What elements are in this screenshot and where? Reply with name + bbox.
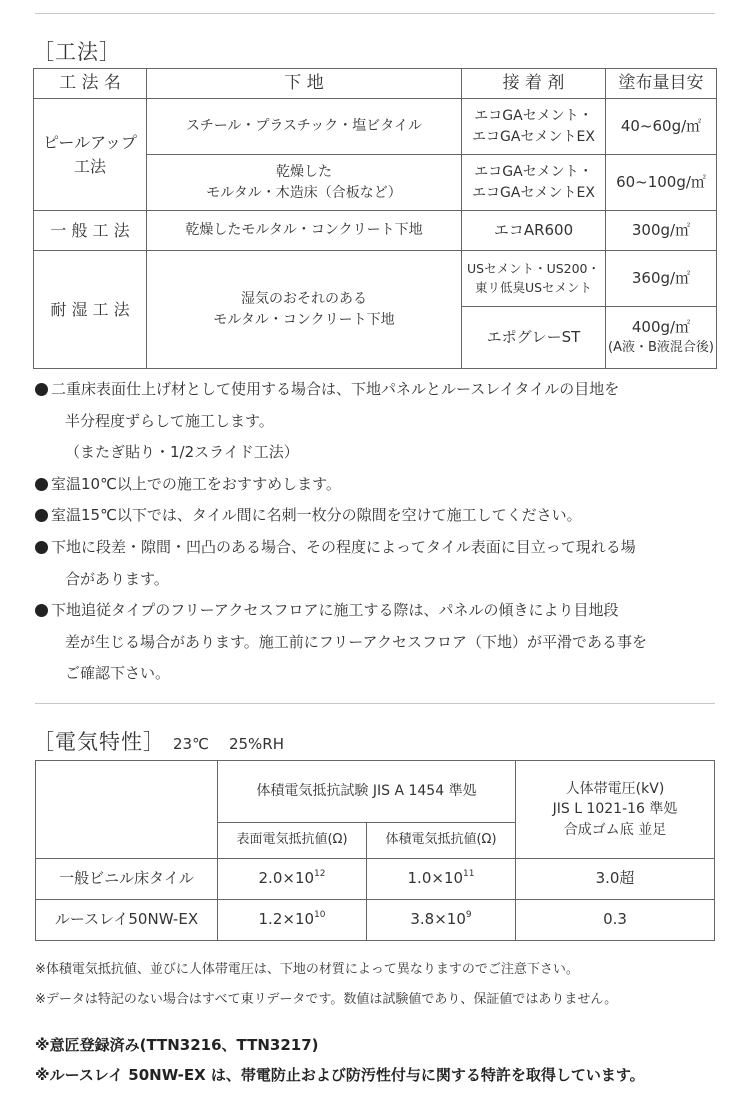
note-text-continued: 半分程度ずらして施工します。 — [65, 411, 274, 430]
bullet-icon — [35, 383, 48, 396]
volume-test-header: 体積電気抵抗試験 JIS A 1454 準処 — [218, 761, 516, 823]
bullet-icon — [35, 604, 48, 617]
peelup-base-1: スチール・プラスチック・塩ビタイル — [147, 99, 462, 155]
header-method: 工 法 名 — [34, 69, 147, 99]
moisture-adhesive-2: エポグレーST — [462, 307, 606, 369]
body-voltage-line: JIS L 1021-16 準処 — [552, 801, 678, 818]
base-line: モルタル・コンクリート下地 — [213, 311, 395, 328]
value-exponent: 9 — [465, 910, 472, 921]
body-voltage-value: 3.0超 — [516, 859, 715, 900]
note-item — [33, 500, 723, 532]
surface-res-value — [218, 859, 367, 900]
moisture-label: 耐 湿 工 法 — [34, 251, 147, 369]
peelup-adhesive-2 — [462, 155, 606, 211]
volume-res-header: 体積電気抵抗値(Ω) — [367, 823, 516, 859]
peelup-label — [34, 99, 147, 211]
body-voltage-header — [516, 761, 715, 859]
adhesive-line: 東リ低臭USセメント — [474, 279, 593, 295]
volume-res-value — [367, 859, 516, 900]
base-line: 湿気のおそれのある — [241, 291, 367, 308]
value-exponent: 11 — [463, 869, 475, 880]
moisture-amount-1: 360g/㎡ — [606, 251, 717, 307]
peelup-adhesive-1 — [462, 99, 606, 155]
electrical-conditions — [173, 735, 284, 753]
general-adhesive: エコAR600 — [462, 211, 606, 251]
moisture-base — [147, 251, 462, 369]
amount-line: (A液・B液混合後) — [608, 339, 714, 355]
peelup-label-line1: ピールアップ — [43, 133, 137, 153]
note-text: 二重床表面仕上げ材として使用する場合は、下地パネルとルースレイタイルの目地を — [51, 380, 620, 398]
peelup-base-2 — [147, 155, 462, 211]
electrical-heading — [33, 726, 284, 756]
value-base: 1.2×10 — [258, 910, 315, 929]
note-text-continued: （またぎ貼り・1/2スライド工法） — [65, 443, 299, 462]
amount-line: 400g/㎡ — [631, 318, 691, 337]
footnote-2: ※データは特記のない場合はすべて東リデータです。数値は試験値であり、保証値ではありません。 — [35, 992, 618, 1007]
body-voltage-line: 人体帯電圧(kV) — [565, 781, 665, 798]
humidity: 25%RH — [228, 735, 284, 753]
note-item — [33, 374, 723, 469]
surface-res-value — [218, 900, 367, 941]
base-line: モルタル・木造床（合板など） — [206, 184, 402, 201]
body-voltage-line: 合成ゴム底 並足 — [563, 821, 667, 838]
electrical-table — [35, 760, 715, 941]
bullet-icon — [35, 478, 48, 491]
note-text: 下地に段差・隙間・凹凸のある場合、その程度によってタイル表面に目立って現れる場 — [51, 537, 636, 556]
surface-res-header: 表面電気抵抗値(Ω) — [218, 823, 367, 859]
moisture-adhesive-1 — [462, 251, 606, 307]
peelup-amount-2: 60~100g/㎡ — [606, 155, 717, 211]
construction-heading: ［工法］ — [33, 40, 121, 64]
electrical-row-vinyl — [36, 859, 715, 900]
moisture-row-1 — [34, 251, 717, 307]
volume-res-value — [367, 900, 516, 941]
electrical-row-looselay — [36, 900, 715, 941]
notes-list — [33, 374, 723, 690]
temperature: 23℃ — [173, 735, 209, 753]
note-text: 室温15℃以下では、タイル間に名刺一枚分の隙間を空けて施工してください。 — [51, 506, 582, 525]
note-text: 室温10℃以上での施工をおすすめします。 — [51, 474, 341, 493]
base-line: 乾燥した — [276, 164, 332, 181]
bullet-icon — [35, 541, 48, 554]
footnote-design-registration: ※意匠登録済み(TTN3216、TTN3217) — [35, 1036, 319, 1054]
top-divider — [35, 13, 715, 14]
peelup-row-1 — [34, 99, 717, 155]
note-item — [33, 532, 723, 595]
adhesive-line: エコGAセメント・ — [474, 164, 593, 181]
note-item — [33, 469, 723, 501]
body-voltage-value: 0.3 — [516, 900, 715, 941]
peelup-amount-1: 40~60g/㎡ — [606, 99, 717, 155]
header-amount: 塗布量目安 — [606, 69, 717, 99]
value-base: 3.8×10 — [410, 910, 466, 929]
general-label: 一 般 工 法 — [34, 211, 147, 251]
moisture-amount-2 — [606, 307, 717, 369]
header-adhesive: 接 着 剤 — [462, 69, 606, 99]
note-text: 下地追従タイプのフリーアクセスフロアに施工する際は、パネルの傾きにより目地段 — [51, 601, 619, 620]
value-base: 1.0×10 — [407, 869, 464, 888]
construction-table — [33, 68, 717, 369]
note-text-continued: 合があります。 — [65, 569, 169, 588]
general-base: 乾燥したモルタル・コンクリート下地 — [147, 211, 462, 251]
electrical-heading-text: ［電気特性］ — [33, 730, 165, 754]
note-text-continued: ご確認下さい。 — [65, 664, 171, 683]
value-base: 2.0×10 — [258, 869, 315, 888]
middle-divider — [35, 703, 715, 704]
note-item — [33, 595, 723, 690]
header-base: 下 地 — [147, 69, 462, 99]
footnote-1: ※体積電気抵抗値、並びに人体帯電圧は、下地の材質によって異なりますのでご注意下さい。 — [35, 962, 579, 977]
electrical-blank-cell — [36, 761, 218, 859]
value-exponent: 12 — [314, 869, 326, 880]
construction-header-row — [34, 69, 717, 99]
row-name: 一般ビニル床タイル — [36, 859, 218, 900]
adhesive-line: エコGAセメント・ — [474, 108, 593, 125]
general-row — [34, 211, 717, 251]
adhesive-line: エコGAセメントEX — [472, 128, 595, 145]
note-text-continued: 差が生じる場合があります。施工前にフリーアクセスフロア（下地）が平滑である事を — [65, 632, 648, 651]
value-exponent: 10 — [314, 910, 326, 921]
electrical-header-row-1 — [36, 761, 715, 823]
peelup-label-line2: 工法 — [73, 156, 106, 176]
footnote-patent: ※ルースレイ 50NW-EX は、帯電防止および防汚性付与に関する特許を取得しています。 — [35, 1066, 645, 1084]
adhesive-line: USセメント・US200・ — [466, 261, 601, 277]
row-name: ルースレイ50NW-EX — [36, 900, 218, 941]
adhesive-line: エコGAセメントEX — [472, 184, 595, 201]
general-amount: 300g/㎡ — [606, 211, 717, 251]
bullet-icon — [35, 509, 48, 522]
